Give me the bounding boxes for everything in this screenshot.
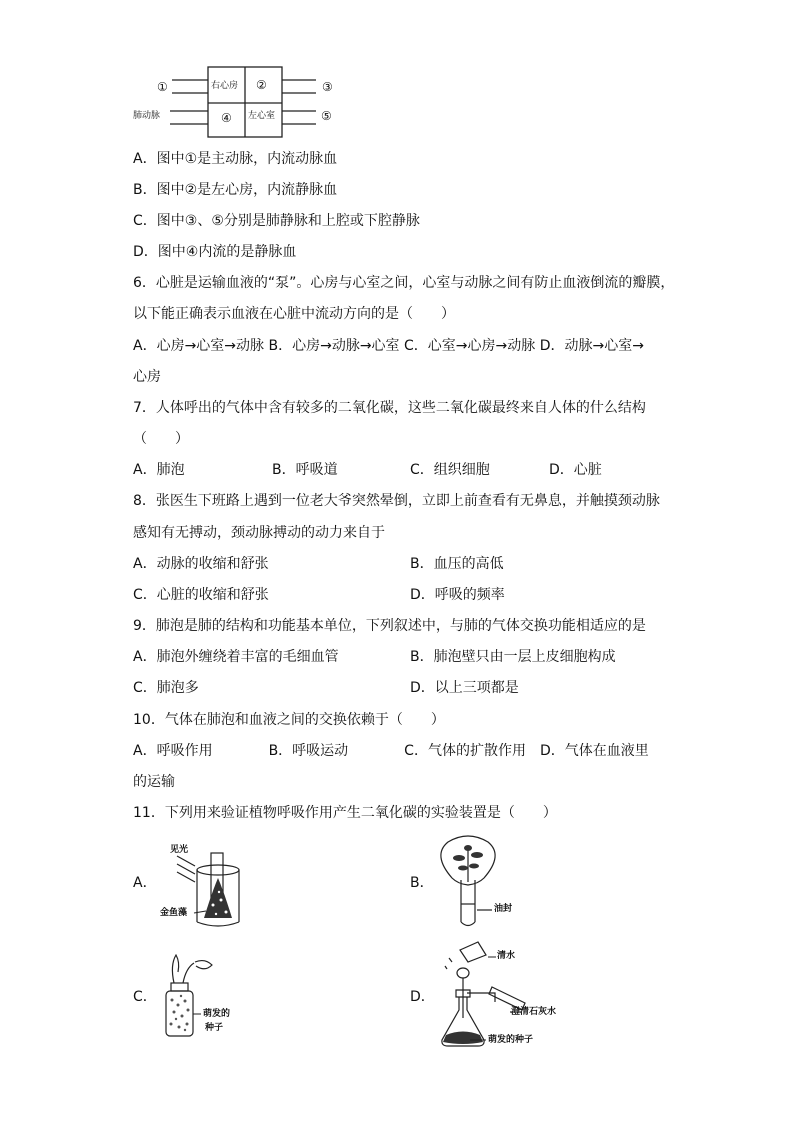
q11-stem: 11．下列用来验证植物呼吸作用产生二氧化碳的实验装置是（ ） [133,805,557,821]
q11-option-b-letter: B． [410,875,434,891]
q10-stem: 10．气体在肺泡和血液之间的交换依赖于（ ） [133,712,445,728]
q10-options-line2: 的运输 [133,774,175,790]
q11-option-d-letter: D． [410,989,435,1005]
figure-c-seeds-label-1: 萌发的 [203,1009,231,1019]
q7-option-c: C．组织细胞 [410,462,490,478]
q9-option-a: A．肺泡外缠绕着丰富的毛细血管 [133,649,339,665]
q7-option-a: A．肺泡 [133,462,185,478]
q11-option-c-letter: C． [133,989,157,1005]
q5-option-a: A．图中①是主动脉，内流动脉血 [133,151,338,167]
q11-option-a-letter: A． [133,875,157,891]
pulmonary-artery-label: 肺动脉 [133,111,161,121]
q10-options-line1: A．呼吸作用 B．呼吸运动 C．气体的扩散作用 D．气体在血液里 [133,743,649,759]
diagram-label-2: ② [256,78,267,92]
q8-option-b: B．血压的高低 [410,556,504,572]
q8-stem-line2: 感知有无搏动，颈动脉搏动的动力来自于 [133,525,385,541]
diagram-label-5: ⑤ [321,109,332,123]
q8-option-d: D．呼吸的频率 [410,587,505,603]
q6-stem-line2: 以下能正确表示血液在心脏中流动方向的是（ ） [133,306,455,322]
q9-option-d: D．以上三项都是 [410,680,519,696]
q5-option-b: B．图中②是左心房，内流静脉血 [133,182,338,198]
figure-d-water-label: 清水 [497,951,516,961]
q5-option-c: C．图中③、⑤分别是肺静脉和上腔或下腔静脉 [133,213,420,229]
q5-option-d: D．图中④内流的是静脉血 [133,244,297,260]
q8-stem-line1: 8．张医生下班路上遇到一位老大爷突然晕倒，立即上前查看有无鼻息，并触摸颈动脉 [133,493,660,509]
left-ventricle-label: 左心室 [248,111,276,121]
right-atrium-label: 右心房 [211,81,239,91]
q9-stem: 9．肺泡是肺的结构和功能基本单位，下列叙述中，与肺的气体交换功能相适应的是 [133,618,646,634]
q8-option-c: C．心脏的收缩和舒张 [133,587,269,603]
q9-option-b: B．肺泡壁只由一层上皮细胞构成 [410,649,616,665]
q9-option-c: C．肺泡多 [133,680,199,696]
q7-stem-line2: （ ） [133,431,189,447]
figure-a-plant-label: 金鱼藻 [160,908,188,918]
diagram-label-4: ④ [221,111,232,125]
diagram-label-1: ① [157,80,168,94]
q7-option-d: D．心脏 [549,462,602,478]
q7-stem-line1: 7．人体呼出的气体中含有较多的二氧化碳，这些二氧化碳最终来自人体的什么结构 [133,400,646,416]
diagram-label-3: ③ [322,80,333,94]
q7-option-b: B．呼吸道 [272,462,338,478]
q6-stem-line1: 6．心脏是运输血液的“泵”。心房与心室之间，心室与动脉之间有防止血液倒流的瓣膜， [133,275,675,291]
figure-d-seeds-label: 萌发的种子 [488,1035,534,1045]
figure-b-oil-label: 油封 [494,904,513,914]
figure-a-light-label: 见光 [170,845,189,855]
figure-d-limewater-label: 澄清石灰水 [511,1007,557,1017]
q6-options-line2: 心房 [133,369,161,385]
q8-option-a: A．动脉的收缩和舒张 [133,556,269,572]
q6-options-line1: A．心房→心室→动脉 B．心房→动脉→心室 C．心室→心房→动脉 D．动脉→心室→ [133,338,644,354]
figure-c-seeds-label-2: 种子 [205,1023,224,1033]
